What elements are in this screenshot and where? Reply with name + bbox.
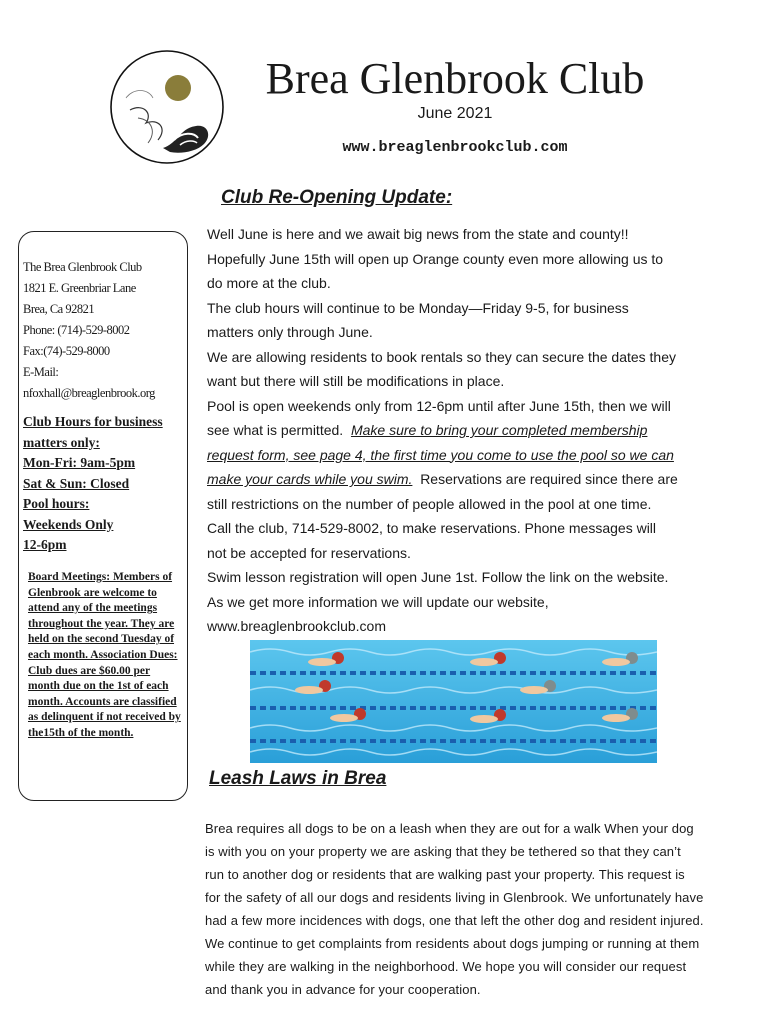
body-line: do more at the club. [207,275,331,291]
body-line [207,467,727,492]
leash-laws-heading: Leash Laws in Brea [209,768,387,789]
body-text: see what is permitted. [207,422,344,438]
hours-line: Club Hours for business [23,414,163,429]
contact-info [23,257,189,404]
body-line: Call the club, 714-529-8002, to make reservations. Phone messages will [207,520,657,536]
body-line: had a few more incidences with dogs, one that left the other dog and resident injured. [205,913,704,928]
reopening-heading: Club Re-Opening Update: [221,187,453,208]
hours-line: matters only: [23,434,100,450]
body-line: Well June is here and we await big news from the state and county!! [207,226,629,242]
body-line: while they are walking in the neighborhood. We hope you will consider our request [205,959,687,974]
newsletter-date: June 2021 [417,105,493,122]
body-line: Brea requires all dogs to be on a leash when they are out for a walk When your dog [205,821,694,836]
reopening-body [207,222,727,639]
body-line: Swim lesson registration will open June 1st. Follow the link on the website. [207,569,669,585]
hours-line: Sat & Sun: Closed [23,475,130,491]
body-line: run to another dog or residents that are walking past your property. This request is [205,867,685,882]
club-title: Brea Glenbrook Club [265,54,645,103]
hours-line: Weekends Only [23,516,114,532]
body-line: matters only through June. [207,324,373,340]
hours-info [23,412,187,556]
body-line: still restrictions on the number of people allowed in the pool at one time. [207,495,652,512]
swimming-pool-illustration [250,640,657,763]
membership-form-note: Make sure to bring your completed membership [350,422,648,438]
body-line: As we get more information we will update our website, [207,593,549,610]
body-text: Reservations are required since there are [420,471,678,487]
body-line: is with you on your property we are asking that they be tethered so that they can’t [205,844,681,859]
club-logo [108,48,226,166]
hours-line: Mon-Fri: 9am-5pm [23,455,136,470]
body-line: not be accepted for reservations. [207,544,411,561]
body-line: for the safety of all our dogs and residents living in Glenbrook. We unfortunately have [205,890,704,905]
info-sidebar [18,231,188,801]
leash-laws-body [205,817,745,1001]
hours-line: 12-6pm [23,537,67,552]
body-line: We continue to get complaints from residents about dogs jumping or running at them [205,936,700,951]
body-line: We are allowing residents to book rentals so they can secure the dates they [207,348,677,365]
website-link[interactable]: www.breaglenbrookclub.com [207,618,386,634]
contact-line: Phone: (714)-529-8002 [23,323,130,337]
club-website[interactable]: www.breaglenbrookclub.com [342,139,568,156]
body-line: and thank you in advance for your cooperation. [205,982,481,997]
contact-line: Brea, Ca 92821 [23,302,95,316]
membership-form-note: request form, see page 4, the first time you come to use the pool so we can [207,446,674,463]
body-line: The club hours will continue to be Monday—Friday 9-5, for business [207,299,629,316]
body-line: Pool is open weekends only from 12-6pm until after June 15th, then we will [207,397,671,414]
body-line [207,418,727,443]
body-line: Hopefully June 15th will open up Orange county even more allowing us to [207,250,664,267]
board-and-dues-notes: Board Meetings: Members of Glenbrook are welcome to attend any of the meetings throughout the year. They are held on the second Tuesday of each month. Association Dues: Club dues are $60.00 per month due on the 1st of each month. Accounts are classified as delinquent if not received by the15th of the month. [28,571,181,739]
contact-line: E-Mail: [23,365,59,379]
hours-line: Pool hours: [23,496,90,511]
membership-form-note: make your cards while you swim. [207,471,413,487]
contact-line: Fax:(74)-529-8000 [23,344,110,358]
contact-line: The Brea Glenbrook Club [23,260,142,274]
contact-email[interactable]: nfoxhall@breaglenbrook.org [23,386,155,400]
body-line: want but there will still be modifications in place. [207,373,505,389]
contact-line: 1821 E. Greenbriar Lane [23,281,136,295]
body-line [207,443,727,468]
